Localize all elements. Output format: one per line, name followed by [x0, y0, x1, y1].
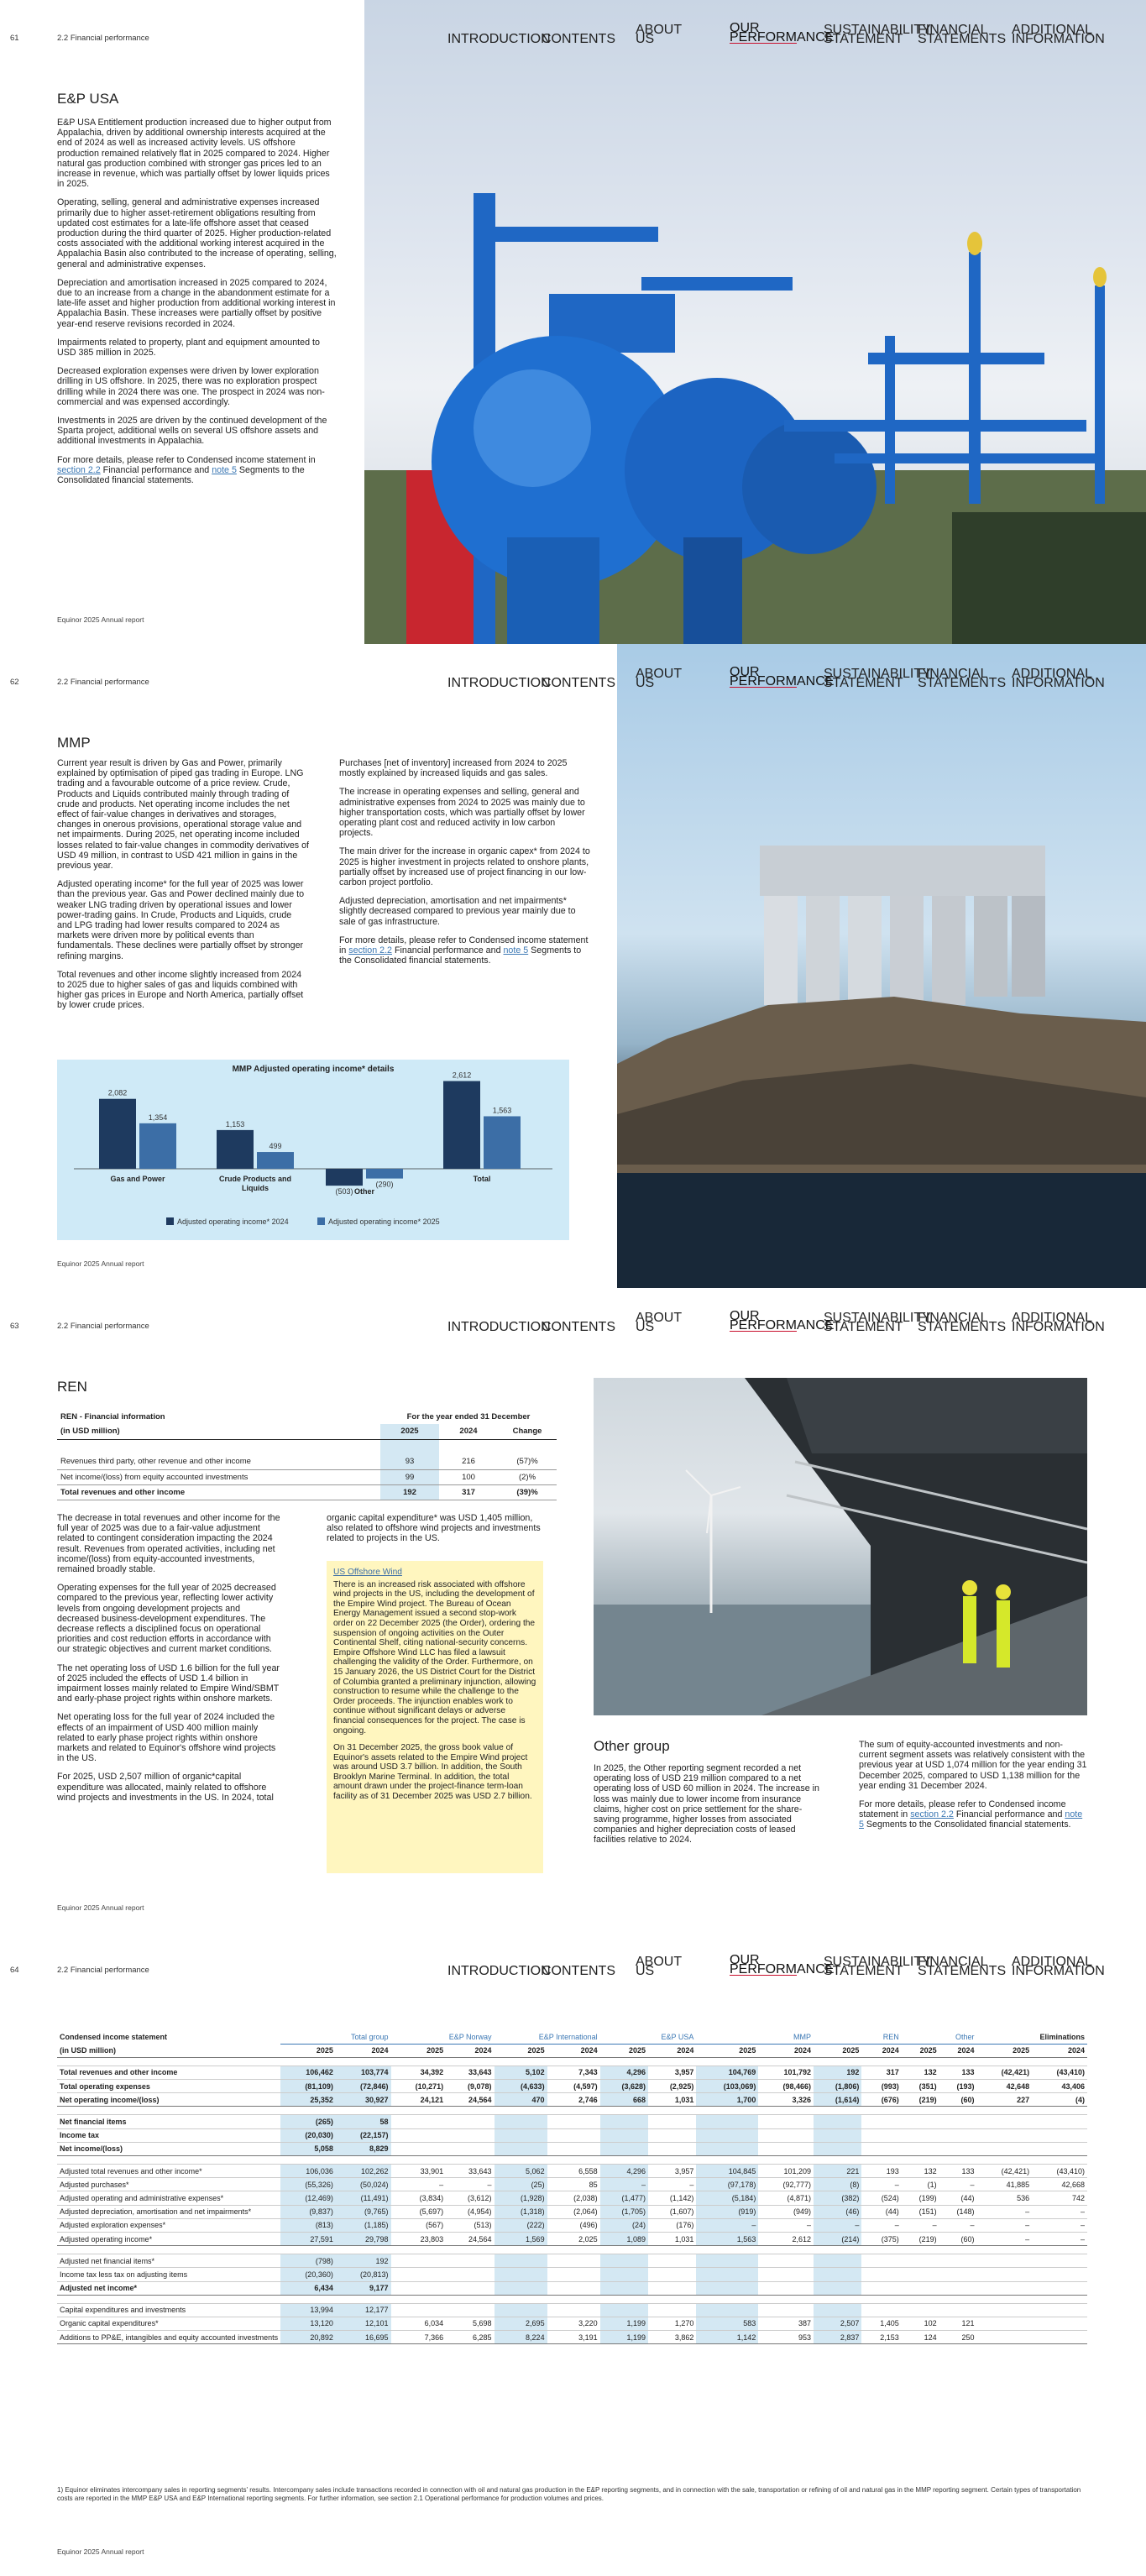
- data-label: 499: [269, 1142, 282, 1151]
- table-row: Net financial items (265) 58: [57, 2115, 1087, 2128]
- top-nav: [447, 1309, 1105, 1334]
- paragraph: The net operating loss of USD 1.6 billion for the full year of 2025 included the effects of USD 1.4 billion in impairment losses mainly related to Empire Wind/SBMT and early-phase project rights within onshore markets.: [57, 1662, 280, 1704]
- body-col-1: [57, 1513, 284, 1811]
- paragraph: For more details, please refer to Condensed income statement in section 2.2 Financial performance and note 5 Segments to the Consolidated financial statements.: [339, 935, 589, 966]
- page-number: 64: [10, 1966, 19, 1975]
- table-row: Adjusted net financial items* (798) 192: [57, 2254, 1087, 2268]
- section-label: 2.2 Financial performance: [57, 678, 149, 687]
- nav-sustainability[interactable]: SUSTAINABILITY STATEMENT: [824, 667, 931, 690]
- bar: [139, 1123, 176, 1169]
- paragraph: Operating, selling, general and administrative expenses increased primarily due to higher asset-retirement obligations resulting from updated cost estimates for a late-life offshore asset that ceased production during the third quarter of 2025. Higher production-related costs associated with the additional working interest acquired in the Appalachia Basin also contributed to the increase of operating, selling, general and administrative expenses.: [57, 197, 337, 270]
- year-header: 2025: [814, 2044, 861, 2057]
- nav-sustainability[interactable]: SUSTAINABILITY STATEMENT: [824, 23, 931, 46]
- us-offshore-wind-box: [327, 1561, 543, 1873]
- nav-financial-statements[interactable]: FINANCIAL STATEMENTS: [918, 667, 1007, 690]
- table-row: Net operating income/(loss) 25,352 30,927 24,121 24,564 470 2,746 668 1,031 1,700 3,326 (1,614) (676) (219) (60) 227 (4): [57, 2093, 1087, 2107]
- year-header: 2025: [391, 2044, 447, 2057]
- mmp-bar-chart: [57, 1060, 569, 1240]
- top-nav: [447, 21, 1105, 46]
- body-col-2: [327, 1513, 545, 1552]
- table-row: Organic capital expenditures* 13,120 12,101 6,034 5,698 2,695 3,220 1,199 1,270 583 387 2,507 1,405 102 121: [57, 2317, 1087, 2330]
- note-link[interactable]: note 5: [859, 1809, 1083, 1830]
- paragraph: organic capital expenditure* was USD 1,405 million, also related to offshore wind projects and investments related to projects in the US.: [327, 1513, 541, 1544]
- page-footer: Equinor 2025 Annual report: [57, 1903, 144, 1912]
- group-header: E&P USA: [600, 2030, 697, 2044]
- bar: [257, 1152, 294, 1169]
- top-nav: [447, 665, 1105, 690]
- paragraph: Current year result is driven by Gas and Power, primarily explained by optimisation of piped gas trading in Europe. LNG trading and a favourable outcome of a price review. Crude, Products and Liquids contributed mainly through trading of crude and products. Net operating income includes the net effect of fair-value changes in derivatives and storages, changes in onerous provisions, operational storage value and net impairments. During 2025, net operating income included losses related to fair-value changes in commodity derivatives of USD 49 million, in contrast to USD 421 million in gains in the previous year.: [57, 758, 309, 872]
- table-row: Adjusted total revenues and other income* 106,036 102,262 33,901 33,643 5,062 6,558 4,296 3,957 104,845 101,209 221 193 132 133 (42,421) (43,410): [57, 2165, 1087, 2178]
- table-header-row: REN - Financial information For the year ended 31 December: [60, 1411, 531, 1422]
- year-header: 2025: [977, 2044, 1033, 2057]
- paragraph: E&P USA Entitlement production increased due to higher output from Appalachia, driven by additional ownership interests acquired at the end of 2024 as well as increased activity levels. US offshore production remained relatively flat in 2025 compared to 2024. Higher natural gas production combined with stronger gas prices led to an increase in revenue, which was partially offset by lower liquids prices in 2025.: [57, 118, 332, 190]
- nav-introduction[interactable]: INTRODUCTION: [447, 1320, 551, 1334]
- wind-platform-image: [594, 1378, 1087, 1715]
- legend-label: Adjusted operating income* 2024: [177, 1217, 289, 1226]
- nav-our-performance[interactable]: OUR PERFORMANCE: [730, 665, 835, 689]
- offshore-wind-photo: [594, 1378, 1087, 1715]
- section-title: MMP: [57, 735, 91, 751]
- nav-additional-info[interactable]: ADDITIONAL INFORMATION: [1012, 23, 1105, 46]
- group-header: Other: [902, 2030, 977, 2044]
- table-year-row: (in USD million) 2025 2024 2025 2024 2025 2024 2025 2024 2025 2024 2025 2024 2025 2024 2025 2024: [57, 2044, 1087, 2057]
- year-header: 2025: [902, 2044, 939, 2057]
- legend-swatch: [166, 1217, 174, 1225]
- table-row: Adjusted exploration expenses* (813) (1,185) (567) (513) (222) (496) (24) (176) – – – – – – – –: [57, 2218, 1087, 2232]
- year-header: 2024: [648, 2044, 696, 2057]
- data-label: 2,612: [452, 1071, 472, 1080]
- legend-label: Adjusted operating income* 2025: [328, 1217, 440, 1226]
- paragraph: Depreciation and amortisation increased in 2025 compared to 2024, due to an increase from a change in the abandonment estimate for a late-life asset and higher production from additional working interest in Appalachia Basin. These increases were partially offset by positive year-end reserve revisions recorded in 2024.: [57, 277, 336, 329]
- table-row: Adjusted purchases* (55,326) (50,024) – – (25) 85 – – (97,178) (92,777) (8) – (1) – 41,885 42,668: [57, 2178, 1087, 2191]
- nav-introduction[interactable]: INTRODUCTION: [447, 1964, 551, 1978]
- nav-introduction[interactable]: INTRODUCTION: [447, 676, 551, 690]
- paragraph: On 31 December 2025, the gross book value of Equinor's assets related to the Empire Wind project was around USD 3.7 billion. In addition, the South Brooklyn Marine Terminal. In addition, the total amount drawn under the project-finance term-loan facility as of 31 December 2025 was USD 2.7 billion.: [333, 1743, 532, 1802]
- nav-additional-info[interactable]: ADDITIONAL INFORMATION: [1012, 1955, 1105, 1978]
- year-header: 2024: [446, 2044, 494, 2057]
- data-label: 2,082: [107, 1088, 128, 1097]
- section-title: REN: [57, 1379, 87, 1395]
- nav-financial-statements[interactable]: FINANCIAL STATEMENTS: [918, 1311, 1007, 1334]
- group-header: E&P Norway: [391, 2030, 495, 2044]
- nav-about-us[interactable]: ABOUT US: [636, 1311, 682, 1334]
- nav-about-us[interactable]: ABOUT US: [636, 1955, 682, 1978]
- group-header: REN: [814, 2030, 902, 2044]
- page-62: [0, 644, 1146, 1288]
- group-header: MMP: [696, 2030, 814, 2044]
- nav-financial-statements[interactable]: FINANCIAL STATEMENTS: [918, 1955, 1007, 1978]
- page-footer: Equinor 2025 Annual report: [57, 2547, 144, 2556]
- ren-table: [57, 1409, 557, 1500]
- note-link[interactable]: note 5: [503, 945, 529, 956]
- other-group-text: [594, 1763, 827, 1854]
- data-label: (290): [375, 1180, 394, 1189]
- group-header: Eliminations: [977, 2030, 1088, 2044]
- bar: [99, 1099, 136, 1169]
- paragraph: For more details, please refer to Condensed income statement in section 2.2 Financial performance and note 5 Segments to the Consolidated financial statements.: [859, 1799, 1083, 1830]
- paragraph: Total revenues and other income slightly increased from 2024 to 2025 due to higher sales of gas and liquids combined with higher gas prices in Europe and North America, partially offset by lower crude prices.: [57, 969, 304, 1011]
- chart-title: MMP Adjusted operating income* details: [232, 1065, 395, 1074]
- page-number: 61: [10, 34, 19, 43]
- section-link[interactable]: section 2.2: [910, 1809, 954, 1820]
- year-header: 2025: [696, 2044, 758, 2057]
- bar: [217, 1130, 254, 1169]
- group-header: Total group: [280, 2030, 390, 2044]
- top-nav: [447, 1953, 1105, 1978]
- table-row: Total revenues and other income 192 317 (39)%: [57, 1484, 557, 1500]
- plant-photo: [364, 0, 1146, 644]
- paragraph: Net operating loss for the full year of 2024 included the effects of an impairment of USD 400 million mainly related to early phase project rights within onshore markets and related to Equinor's offshore wind projects in the US.: [57, 1712, 276, 1764]
- section-link[interactable]: section 2.2: [57, 464, 101, 475]
- paragraph: The main driver for the increase in organic capex* from 2024 to 2025 is higher investment in projects related to onshore plants, partially offset by increased use of project financing in our low-carbon project portfolio.: [339, 846, 590, 888]
- nav-contents[interactable]: CONTENTS: [542, 1964, 615, 1978]
- table-row: Net income/(loss) from equity accounted investments 99 100 (2)%: [57, 1469, 557, 1484]
- year-header: 2025: [280, 2044, 336, 2057]
- data-label: 1,153: [225, 1119, 245, 1128]
- nav-our-performance[interactable]: OUR PERFORMANCE: [730, 21, 835, 45]
- box-title: US Offshore Wind: [333, 1568, 402, 1577]
- nav-about-us[interactable]: ABOUT US: [636, 23, 682, 46]
- table-row: Adjusted operating and administrative expenses* (12,469) (11,491) (3,834) (3,612) (1,928) (2,038) (1,477) (1,142) (5,184) (4,871) (382) (524) (199) (44) 536 742: [57, 2191, 1087, 2205]
- body-col-2: [339, 758, 591, 974]
- category-label: Gas and Power: [110, 1175, 165, 1183]
- page-63: [0, 1288, 1146, 1932]
- bar: [484, 1116, 521, 1169]
- table-header-row: (in USD million) 2025 2024 Change: [57, 1424, 557, 1439]
- legend-swatch: [317, 1217, 325, 1225]
- year-header: 2024: [861, 2044, 901, 2057]
- nav-our-performance[interactable]: OUR PERFORMANCE: [730, 1953, 835, 1977]
- nav-contents[interactable]: CONTENTS: [542, 676, 615, 690]
- paragraph: Operating expenses for the full year of 2025 decreased compared to the previous year, reflecting lower activity levels from ongoing development projects and decreased business-development expenditures. The decrease reflects a disciplined focus on operational priorities and cost reduction efforts in accordance with our strategic objectives and current market conditions.: [57, 1583, 276, 1655]
- paragraph: Purchases [net of inventory] increased from 2024 to 2025 mostly explained by increased liquids and gas sales.: [339, 758, 568, 779]
- nav-additional-info[interactable]: ADDITIONAL INFORMATION: [1012, 1311, 1105, 1334]
- paragraph: The increase in operating expenses and selling, general and administrative expenses from 2024 to 2025 was mainly due to higher transportation costs, which was partially offset by lower operating plant cost and reduced activity in low carbon projects.: [339, 787, 585, 839]
- category-label: Other: [353, 1187, 375, 1196]
- chart-panel: [57, 1060, 569, 1240]
- nav-contents[interactable]: CONTENTS: [542, 32, 615, 46]
- table-row: Income tax (20,030) (22,157): [57, 2128, 1087, 2142]
- paragraph: In 2025, the Other reporting segment recorded a net operating loss of USD 219 million compared to a net operating loss of USD 60 million in 2024. The increase in loss was mainly due to lower income from insurance claims, higher cost on price settlement for the share-saving programme, higher losses from associated companies and higher depreciation costs of leased facilities relative to 2024.: [594, 1763, 819, 1846]
- paragraph: Impairments related to property, plant and equipment amounted to USD 385 million in 2025.: [57, 337, 320, 359]
- page-64: [0, 1932, 1146, 2576]
- table-row: Net income/(loss) 5,058 8,829: [57, 2142, 1087, 2155]
- paragraph: Decreased exploration expenses were driven by lower exploration drilling in US offshore. In 2025, there was no exploration prospect drilling while in 2024 there was one. The prospect in 2024 was non-commercial and was expensed accordingly.: [57, 366, 325, 407]
- year-header: 2024: [1032, 2044, 1087, 2057]
- data-label: 1,563: [492, 1106, 512, 1115]
- data-label: 1,354: [148, 1113, 168, 1122]
- note-link[interactable]: note 5: [212, 464, 237, 475]
- nav-contents[interactable]: CONTENTS: [542, 1320, 615, 1334]
- table-row: Adjusted depreciation, amortisation and net impairments* (9,837) (9,765) (5,697) (4,954) (1,318) (2,064) (1,705) (1,607) (919) (949) (46) (44) (151) (148) – –: [57, 2205, 1087, 2218]
- group-header: E&P International: [495, 2030, 600, 2044]
- nav-about-us[interactable]: ABOUT US: [636, 667, 682, 690]
- bar: [366, 1169, 403, 1179]
- nav-additional-info[interactable]: ADDITIONAL INFORMATION: [1012, 667, 1105, 690]
- year-header: 2025: [495, 2044, 547, 2057]
- section-label: 2.2 Financial performance: [57, 34, 149, 43]
- category-label: Crude Products and: [218, 1175, 292, 1183]
- paragraph: For more details, please refer to Condensed income statement in section 2.2 Financial performance and note 5 Segments to the Consolidated financial statements.: [57, 454, 316, 486]
- section-link[interactable]: section 2.2: [348, 945, 392, 956]
- nav-introduction[interactable]: INTRODUCTION: [447, 32, 551, 46]
- paragraph: Investments in 2025 are driven by the continued development of the Sparta project, additional wells on several US offshore assets and additional investments in Appalachia.: [57, 416, 327, 447]
- page-footer: Equinor 2025 Annual report: [57, 615, 144, 624]
- other-group-text-2: [859, 1740, 1087, 1839]
- body-text: [57, 118, 338, 494]
- section-label: 2.2 Financial performance: [57, 1966, 149, 1975]
- gas-separator-image: [364, 0, 1146, 644]
- nav-financial-statements[interactable]: FINANCIAL STATEMENTS: [918, 23, 1007, 46]
- category-label: Liquids: [242, 1184, 269, 1192]
- table-row: Income tax less tax on adjusting items (20,360) (20,813): [57, 2268, 1087, 2281]
- page-number: 62: [10, 678, 19, 687]
- table-group-row: Condensed income statement Total group E&P Norway E&P International E&P USA MMP REN Other Eliminations: [57, 2030, 1087, 2044]
- table-row: Total operating expenses (81,109) (72,846) (10,271) (9,078) (4,633) (4,597) (3,628) (2,925) (103,069) (98,466) (1,806) (993) (351) (193) 42,648 43,406: [57, 2080, 1087, 2093]
- lng-tanks-image: [617, 644, 1146, 1288]
- year-header: 2024: [758, 2044, 814, 2057]
- table-row: Total revenues and other income 106,462 103,774 34,392 33,643 5,102 7,343 4,296 3,957 104,769 101,792 192 317 132 133 (42,421) (43,410): [57, 2066, 1087, 2079]
- page-61: [0, 0, 1146, 644]
- paragraph: There is an increased risk associated with offshore wind projects in the US, including the development of the Empire Wind project. The Bureau of Ocean Energy Management issued a second stop-work order on 22 December 2025 (the Order), ordering the suspension of ongoing activities on the Outer Continental Shelf, citing national-security concerns. Empire Offshore Wind LLC has filed a lawsuit challenging the validity of the Order. Furthermore, on 15 January 2026, the US District Court for the District of Columbia granted a preliminary injunction, allowing construction to resume while the challenge to the Order proceeds. The injunction enables work to continue without significant delays or adverse financial consequences for the project. The case is ongoing.: [333, 1579, 536, 1736]
- paragraph: Adjusted depreciation, amortisation and net impairments* slightly decreased compared to previous year mainly due to sale of gas infrastructure.: [339, 896, 576, 927]
- condensed-income-table: [57, 2030, 1087, 2344]
- lng-plant-photo: [617, 644, 1146, 1288]
- other-group-title: Other group: [594, 1738, 670, 1754]
- year-header: 2025: [600, 2044, 648, 2057]
- data-label: (503): [335, 1187, 353, 1196]
- year-header: 2024: [939, 2044, 977, 2057]
- body-col-1: [57, 758, 309, 1019]
- table-row: Adjusted net income* 6,434 9,177: [57, 2281, 1087, 2295]
- nav-sustainability[interactable]: SUSTAINABILITY STATEMENT: [824, 1311, 931, 1334]
- table-row: Revenues third party, other revenue and other income 93 216 (57)%: [57, 1454, 557, 1469]
- table-row: Capital expenditures and investments 13,994 12,177: [57, 2303, 1087, 2317]
- section-title: E&P USA: [57, 91, 119, 107]
- paragraph: For 2025, USD 2,507 million of organic*capital expenditure was allocated, mainly related to offshore wind projects and investments in the US. In 2024, total: [57, 1772, 274, 1803]
- year-header: 2024: [336, 2044, 391, 2057]
- category-label: Total: [473, 1175, 491, 1183]
- footnote: 1) Equinor eliminates intercompany sales in reporting segments' results. Intercompany sales include transactions recorded in connection with oil and natural gas production in the E&P reporting segments, and in connection with the sale, transportation or refining of oil and natural gas in the MMP reporting segment. Certain types of transportation costs are reported in the MMP E&P USA and E&P International reporting segments. For further information, see section 2.1 Operational performance for production volumes and prices.: [57, 2486, 1081, 2502]
- paragraph: Adjusted operating income* for the full year of 2025 was lower than the previous year. Gas and Power declined mainly due to weaker LNG trading driven by operational issues and lower power-trading gains. In Crude, Products and Liquids, crude and LPG trading had lower results compared to 2024 as markets were driven more by political events than fundamentals. These declines were partially offset by stronger refining margins.: [57, 879, 305, 961]
- bar: [443, 1081, 480, 1169]
- section-label: 2.2 Financial performance: [57, 1322, 149, 1331]
- paragraph: The decrease in total revenues and other income for the full year of 2025 was due to a fair-value adjustment related to contingent consideration impacting the 2024 result. Revenues from operated activities, including net income/(loss) from equity-accounted investments, remained broadly stable.: [57, 1513, 280, 1575]
- year-header: 2024: [547, 2044, 600, 2057]
- nav-our-performance[interactable]: OUR PERFORMANCE: [730, 1309, 835, 1333]
- table-row: Adjusted operating income* 27,591 29,798 23,803 24,564 1,569 2,025 1,089 1,031 1,563 2,612 (214) (375) (219) (60) – –: [57, 2232, 1087, 2245]
- bar: [326, 1169, 363, 1186]
- nav-sustainability[interactable]: SUSTAINABILITY STATEMENT: [824, 1955, 931, 1978]
- page-number: 63: [10, 1322, 19, 1331]
- page-footer: Equinor 2025 Annual report: [57, 1259, 144, 1268]
- table-row: Additions to PP&E, intangibles and equity accounted investments 20,892 16,695 7,366 6,285 8,224 3,191 1,199 3,862 1,142 953 2,837 2,153 124 250: [57, 2331, 1087, 2344]
- paragraph: The sum of equity-accounted investments and non-current segment assets was relatively consistent with the previous year at USD 1,074 million for the year ending 31 December 2025, compared to USD 1,138 million for the year ending 31 December 2024.: [859, 1740, 1087, 1791]
